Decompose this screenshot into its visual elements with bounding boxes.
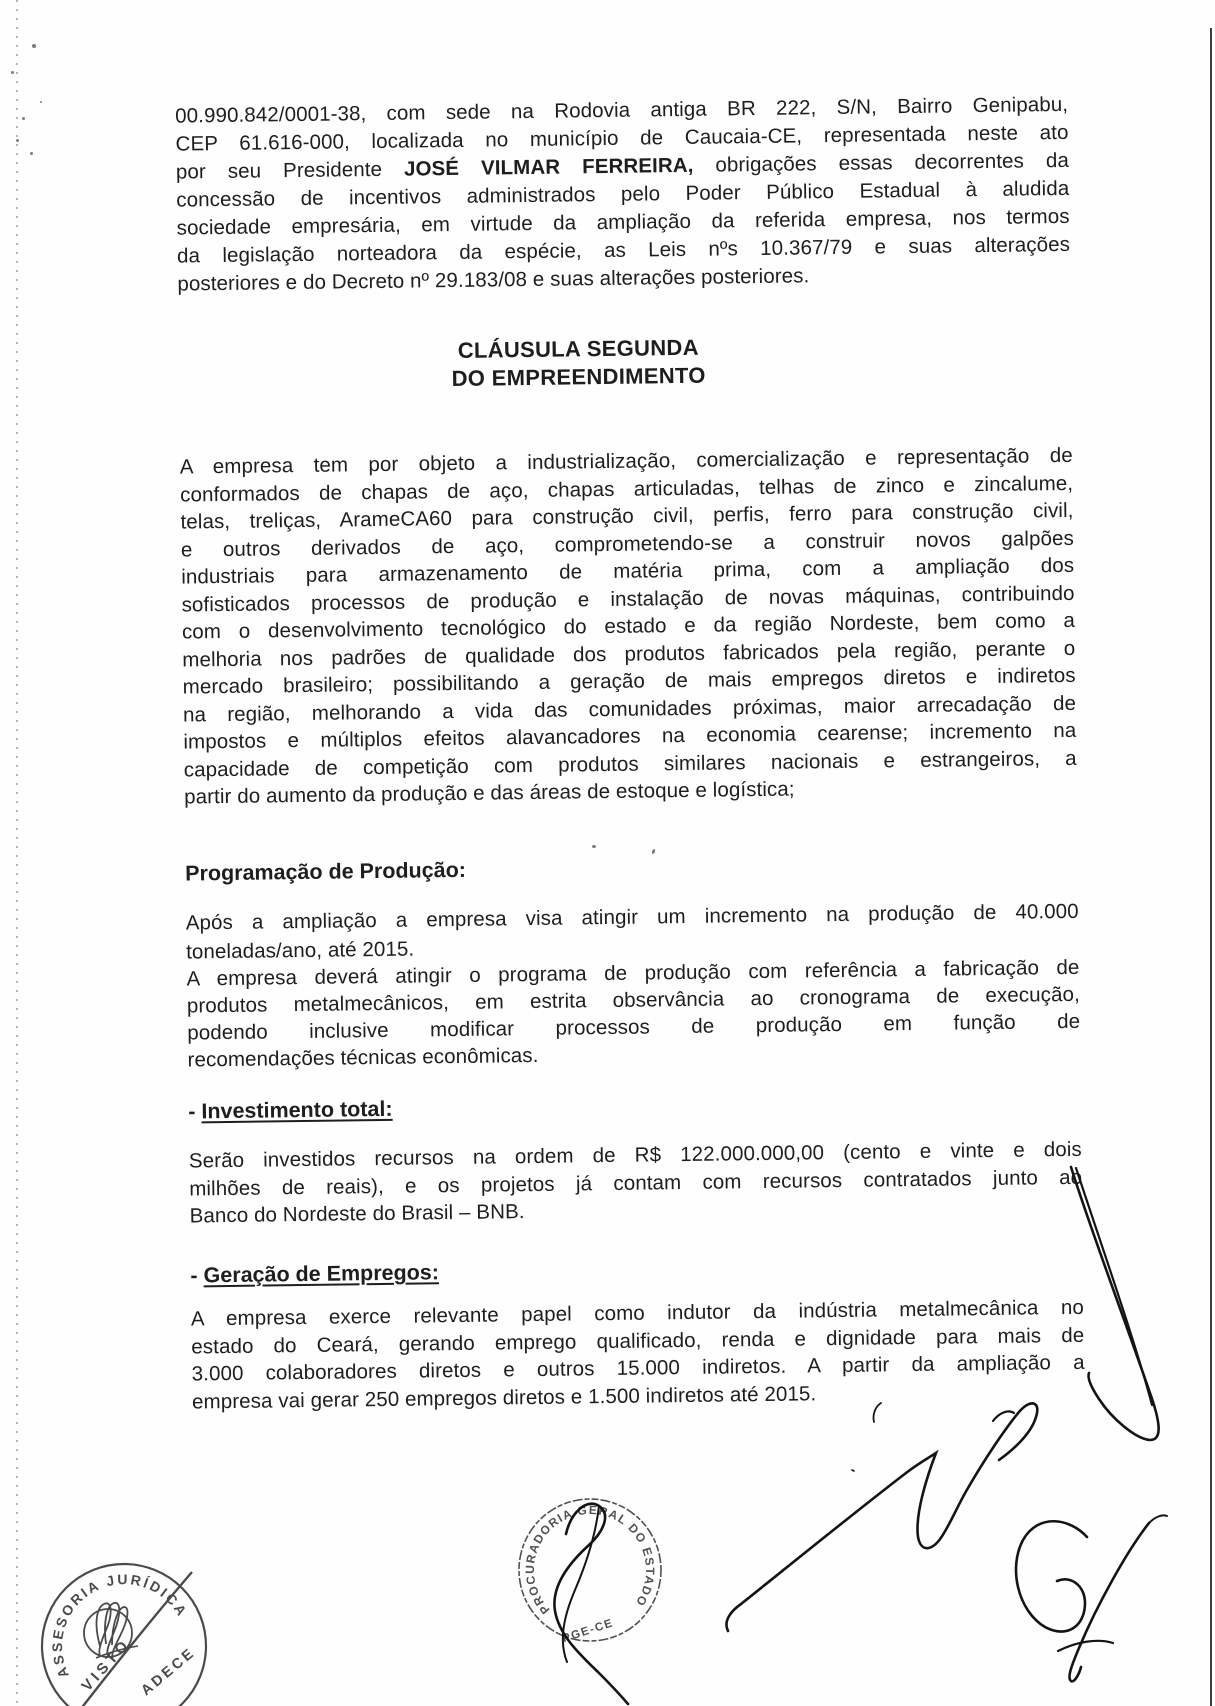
legal-stamp-visto-text: VISTO (78, 1635, 135, 1695)
clause-title-line1: CLÁUSULA SEGUNDA (457, 334, 700, 363)
legal-stamp-org-text: ADECE (138, 1644, 199, 1700)
heading-job-creation (190, 1252, 1083, 1289)
pge-stamp-arc-text: PROCURADORIA GERAL DO ESTADO (522, 1502, 658, 1617)
pge-stamp-code-text: PGE-CE (560, 1617, 616, 1646)
heading-dash: - (188, 1099, 196, 1124)
paragraph-investment: Serão investidos recursos na ordem de R$ 122.000.000,00 (cento e vinte e dois milhões de reais), e os projetos já contam com recursos contratados junto ao Banco do Nordeste do Brasil – BNB. (188, 1137, 1083, 1228)
heading-job-creation-label: Geração de Empregos: (203, 1260, 440, 1288)
legal-stamp-arc-text: ASSESORIA JURÍDICA (49, 1571, 191, 1681)
heading-dash: - (190, 1263, 198, 1288)
paragraph-company-object: A empresa tem por objeto a industrialização, comercialização e representação de conformados de chapas de aço, chapas articuladas, telhas de zinco e zincalume, telas, treliças, ArameCA60 para construção civil, perfis, ferro para construção civil, e outros derivados de aço, comprometendo-se a construir novos galpões industriais para armazenamento de matéria prima, com a ampliação dos sofisticados processos de produção e instalação de novas máquinas, contribuindo com o desenvolvimento tecnológico do estado e da região Nordeste, bem como a melhoria nos padrões de qualidade dos produtos fabricados pela região, perante o mercado brasileiro; possibilitando a geração de mais empregos diretos e indiretos na região, melhorando a vida das comunidades próximas, maior arrecadação de impostos e múltiplos efeitos alavancadores na economia cearense; incremento na capacidade de competição com produtos similares nacionais e estrangeiros, a partir do aumento da produção e das áreas de estoque e logística; (179, 443, 1077, 809)
clause-title-line2: DO EMPREENDIMENTO (451, 362, 706, 391)
heading-total-investment-label: Investimento total: (201, 1096, 393, 1124)
heading-production-program: Programação de Produção: (184, 857, 467, 886)
heading-total-investment (188, 1088, 1081, 1125)
paragraph-company-intro: 00.990.842/0001-38, com sede na Rodovia antiga BR 222, S/N, Bairro Genipabu, CEP 61.616-000, localizada no município de Caucaia-CE, representada neste ato por seu Presidente JOSÉ VILMAR FERREIRA, obrigações essas decorrentes da concessão de incentivos administrados pelo Poder Público Estadual à aludida sociedade empresária, em virtude da ampliação da referida empresa, nos termos da legislação norteadora da espécie, as Leis nºs 10.367/79 e suas alterações posteriores e do Decreto nº 29.183/08 e suas alterações posteriores. (175, 92, 1071, 296)
paragraph-production-target: Após a ampliação a empresa visa atingir um incremento na produção de 40.000 toneladas/ano, até 2015. (185, 899, 1079, 964)
paragraph-production-schedule: A empresa deverá atingir o programa de produção com referência a fabricação de produtos metalmecânicos, em estrita observância ao cronograma de execução, podendo inclusive modificar processos de produção em função de recomendações técnicas econômicas. (186, 955, 1081, 1072)
paragraph-jobs: A empresa exerce relevante papel como indutor da indústria metalmecânica no estado do Ceará, gerando emprego qualificado, renda e dignidade para mais de 3.000 colaboradores diretos e outros 15.000 indiretos. A partir da ampliação a empresa vai gerar 250 empregos diretos e 1.500 indiretos até 2015. (190, 1295, 1085, 1414)
